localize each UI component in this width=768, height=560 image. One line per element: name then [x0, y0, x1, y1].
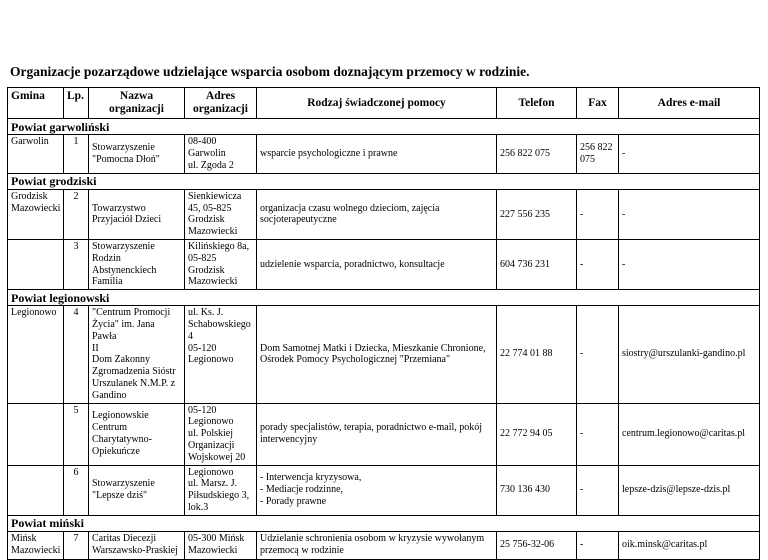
cell-nazwa: Stowarzyszenie Rodzin Abstynenckiech Familia	[89, 240, 185, 290]
cell-adres: Legionowo ul. Marsz. J. Piłsudskiego 3, lok.3	[185, 465, 257, 515]
section-header	[8, 119, 760, 135]
cell-gmina: Garwolin	[8, 135, 64, 173]
cell-adres: 05-120 Legionowo ul. Polskiej Organizacji Wojskowej 20	[185, 403, 257, 465]
cell-gmina: Legionowo	[8, 306, 64, 403]
section-title: Powiat grodziski	[8, 173, 760, 189]
table-row	[8, 240, 760, 290]
cell-fax: -	[577, 240, 619, 290]
table-row	[8, 531, 760, 559]
table-row	[8, 135, 760, 173]
table-row	[8, 465, 760, 515]
header-telefon: Telefon	[497, 88, 577, 119]
cell-lp: 6	[64, 465, 89, 515]
cell-fax: -	[577, 465, 619, 515]
cell-lp: 2	[64, 189, 89, 239]
cell-rodzaj: Dom Samotnej Matki i Dziecka, Mieszkanie Chronione, Ośrodek Pomocy Psychologicznej "Przemiana"	[257, 306, 497, 403]
cell-rodzaj: Udzielanie schronienia osobom w kryzysie wywołanym przemocą w rodzinie	[257, 531, 497, 559]
cell-lp: 7	[64, 531, 89, 559]
cell-nazwa: "Centrum Promocji Życia" im. Jana Pawła II Dom Zakonny Zgromadzenia Sióstr Urszulanek N.M.P. z Gandino	[89, 306, 185, 403]
cell-lp: 4	[64, 306, 89, 403]
cell-adres: 08-400 Garwolin ul. Zgoda 2	[185, 135, 257, 173]
header-email: Adres e-mail	[619, 88, 760, 119]
cell-lp: 5	[64, 403, 89, 465]
cell-fax: -	[577, 403, 619, 465]
cell-adres: Sienkiewicza 45, 05-825 Grodzisk Mazowiecki	[185, 189, 257, 239]
cell-gmina	[8, 240, 64, 290]
header-nazwa: Nazwa organizacji	[89, 88, 185, 119]
cell-email: centrum.legionowo@caritas.pl	[619, 403, 760, 465]
cell-fax: 256 822 075	[577, 135, 619, 173]
page-title: Organizacje pozarządowe udzielające wsparcia osobom doznającym przemocy w rodzinie.	[10, 64, 530, 79]
section-header	[8, 173, 760, 189]
table-row	[8, 306, 760, 403]
cell-adres: ul. Ks. J. Schabowskiego 4 05-120 Legionowo	[185, 306, 257, 403]
cell-telefon: 604 736 231	[497, 240, 577, 290]
cell-nazwa: Stowarzyszenie "Pomocna Dłoń"	[89, 135, 185, 173]
table-row	[8, 403, 760, 465]
header-gmina: Gmina	[8, 88, 64, 119]
cell-telefon: 25 756-32-06	[497, 531, 577, 559]
cell-rodzaj: udzielenie wsparcia, poradnictwo, konsultacje	[257, 240, 497, 290]
cell-telefon: 22 772 94 05	[497, 403, 577, 465]
section-title: Powiat legionowski	[8, 290, 760, 306]
section-title: Powiat garwoliński	[8, 119, 760, 135]
table-body	[8, 119, 760, 559]
cell-rodzaj: organizacja czasu wolnego dzieciom, zajęcia socjoterapeutyczne	[257, 189, 497, 239]
cell-gmina	[8, 403, 64, 465]
table-row	[8, 189, 760, 239]
cell-email: lepsze-dzis@lepsze-dzis.pl	[619, 465, 760, 515]
cell-nazwa: Stowarzyszenie "Lepsze dziś"	[89, 465, 185, 515]
cell-nazwa: Caritas Diecezji Warszawsko-Praskiej	[89, 531, 185, 559]
section-title: Powiat miński	[8, 515, 760, 531]
cell-email: siostry@urszulanki-gandino.pl	[619, 306, 760, 403]
cell-nazwa: Towarzystwo Przyjaciół Dzieci	[89, 189, 185, 239]
header-adres: Adres organizacji	[185, 88, 257, 119]
cell-email: oik.minsk@caritas.pl	[619, 531, 760, 559]
cell-telefon: 256 822 075	[497, 135, 577, 173]
header-lp: Lp.	[64, 88, 89, 119]
cell-telefon: 227 556 235	[497, 189, 577, 239]
cell-telefon: 730 136 430	[497, 465, 577, 515]
cell-adres: 05-300 Mińsk Mazowiecki	[185, 531, 257, 559]
section-header	[8, 515, 760, 531]
header-fax: Fax	[577, 88, 619, 119]
cell-gmina: Mińsk Mazowiecki	[8, 531, 64, 559]
cell-fax: -	[577, 189, 619, 239]
header-rodzaj: Rodzaj świadczonej pomocy	[257, 88, 497, 119]
cell-fax: -	[577, 531, 619, 559]
cell-rodzaj: wsparcie psychologiczne i prawne	[257, 135, 497, 173]
cell-gmina: Grodzisk Mazowiecki	[8, 189, 64, 239]
cell-email: -	[619, 135, 760, 173]
cell-nazwa: Legionowskie Centrum Charytatywno- Opiekuńcze	[89, 403, 185, 465]
organizations-table	[7, 87, 760, 560]
section-header	[8, 290, 760, 306]
cell-email: -	[619, 240, 760, 290]
cell-lp: 3	[64, 240, 89, 290]
header-row	[8, 88, 760, 119]
cell-rodzaj: - Interwencja kryzysowa, - Mediacje rodzinne, - Porady prawne	[257, 465, 497, 515]
cell-gmina	[8, 465, 64, 515]
cell-fax: -	[577, 306, 619, 403]
cell-telefon: 22 774 01 88	[497, 306, 577, 403]
cell-adres: Kilińskiego 8a, 05-825 Grodzisk Mazowiecki	[185, 240, 257, 290]
cell-email: -	[619, 189, 760, 239]
cell-rodzaj: porady specjalistów, terapia, poradnictwo e-mail, pokój interwencyjny	[257, 403, 497, 465]
cell-lp: 1	[64, 135, 89, 173]
